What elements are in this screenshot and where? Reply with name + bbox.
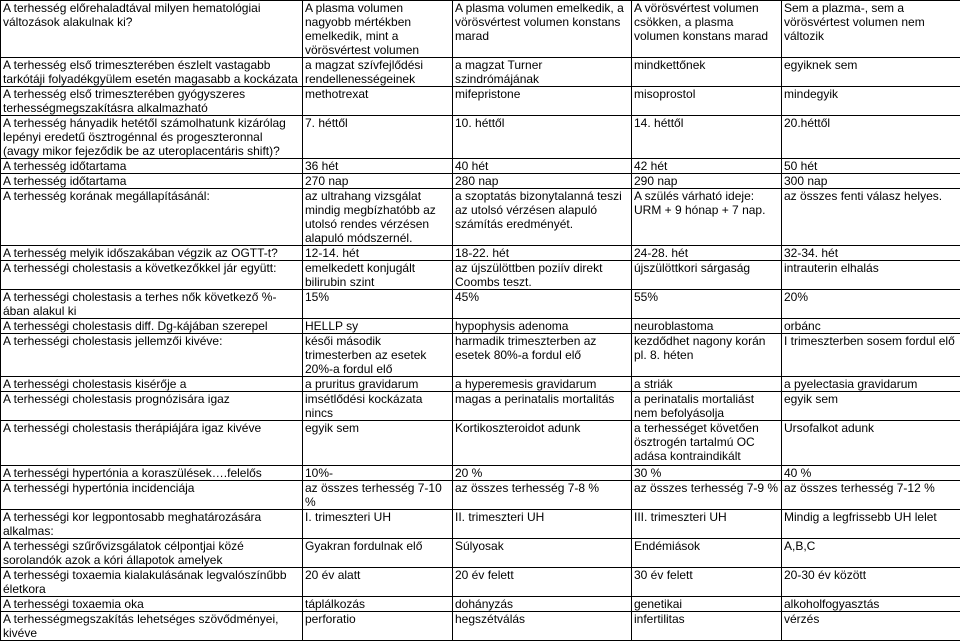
- question-cell: A terhességi cholestasis therápiájára igaz kivéve: [1, 421, 303, 466]
- question-cell: A terhességi kor legpontosabb meghatározására alkalmas:: [1, 510, 303, 539]
- answer-cell-b: magas a perinatalis mortalitás: [453, 392, 632, 421]
- answer-cell-a: az ultrahang vizsgálat mindig megbízhatóbb az utolsó rendes vérzésen alapuló módszernél.: [303, 189, 453, 246]
- answer-cell-d: mindegyik: [782, 87, 960, 116]
- answer-cell-a: táplálkozás: [303, 597, 453, 612]
- answer-cell-d: 32-34. hét: [782, 246, 960, 261]
- answer-cell-a: methotrexat: [303, 87, 453, 116]
- answer-cell-a: emelkedett konjugált bilirubin szint: [303, 261, 453, 290]
- answer-cell-d: 20%: [782, 290, 960, 319]
- table-row: [1, 392, 960, 421]
- answer-cell-c: 30 év felett: [632, 568, 782, 597]
- question-cell: A terhességi hypertónia incidenciája: [1, 481, 303, 510]
- question-cell: A terhesség hányadik hetétől számolhatunk kizárólag lepényi eredetű ösztrogénnal és progeszteronnal (avagy mikor fejeződik be az uteroplacentáris shift)?: [1, 116, 303, 159]
- answer-cell-b: II. trimeszteri UH: [453, 510, 632, 539]
- answer-cell-d: a pyelectasia gravidarum: [782, 377, 960, 392]
- answer-cell-c: infertilitas: [632, 612, 782, 641]
- answer-cell-b: dohányzás: [453, 597, 632, 612]
- question-cell: A terhességi toxaemia oka: [1, 597, 303, 612]
- answer-cell-b: Kortikoszteroidot adunk: [453, 421, 632, 466]
- table-row: [1, 261, 960, 290]
- answer-cell-d: 300 nap: [782, 174, 960, 189]
- answer-cell-d: 20.héttől: [782, 116, 960, 159]
- answer-cell-b: Súlyosak: [453, 539, 632, 568]
- answer-cell-d: Mindig a legfrissebb UH lelet: [782, 510, 960, 539]
- answer-cell-c: 55%: [632, 290, 782, 319]
- answer-cell-a: 20 év alatt: [303, 568, 453, 597]
- answer-cell-a: a pruritus gravidarum: [303, 377, 453, 392]
- question-cell: A terhesség melyik időszakában végzik az OGTT-t?: [1, 246, 303, 261]
- answer-cell-c: mindkettőnek: [632, 58, 782, 87]
- answer-cell-d: egyiknek sem: [782, 58, 960, 87]
- answer-cell-b: 10. héttől: [453, 116, 632, 159]
- question-cell: A terhességi cholestasis a terhes nők következő %-ában alakul ki: [1, 290, 303, 319]
- answer-cell-d: 40 %: [782, 466, 960, 481]
- question-cell: A terhesség első trimeszterében gyógyszeres terhességmegszakításra alkalmazható: [1, 87, 303, 116]
- answer-cell-a: 270 nap: [303, 174, 453, 189]
- answer-cell-d: egyik sem: [782, 392, 960, 421]
- answer-cell-b: a magzat Turner szindrómájának: [453, 58, 632, 87]
- answer-cell-d: Sem a plazma-, sem a vörösvértest volumen nem változik: [782, 1, 960, 58]
- answer-cell-c: újszülöttkori sárgaság: [632, 261, 782, 290]
- answer-cell-b: A plasma volumen emelkedik, a vörösvértest volumen konstans marad: [453, 1, 632, 58]
- answer-cell-c: a perinatalis mortaliást nem befolyásolja: [632, 392, 782, 421]
- answer-cell-b: hegszétválás: [453, 612, 632, 641]
- answer-cell-b: 40 hét: [453, 159, 632, 174]
- answer-cell-a: Gyakran fordulnak elő: [303, 539, 453, 568]
- answer-cell-c: a terhességet követően ösztrogén tartalmú OC adása kontraindikált: [632, 421, 782, 466]
- answer-cell-a: késői második trimesterben az esetek 20%-a fordul elő: [303, 334, 453, 377]
- answer-cell-c: III. trimeszteri UH: [632, 510, 782, 539]
- answer-cell-c: a striák: [632, 377, 782, 392]
- answer-cell-c: 24-28. hét: [632, 246, 782, 261]
- question-cell: A terhességi cholestasis prognózisára igaz: [1, 392, 303, 421]
- answer-cell-d: I trimeszterben sosem fordul elő: [782, 334, 960, 377]
- answer-cell-d: alkoholfogyasztás: [782, 597, 960, 612]
- table-row: [1, 1, 960, 58]
- question-cell: A terhességi cholestasis a következőkkel jár együtt:: [1, 261, 303, 290]
- answer-cell-b: a szoptatás bizonytalanná teszi az utolsó vérzésen alapuló számítás eredményét.: [453, 189, 632, 246]
- answer-cell-a: a magzat szívfejlődési rendellenességeinek: [303, 58, 453, 87]
- table-row: [1, 377, 960, 392]
- answer-cell-c: A vörösvértest volumen csökken, a plasma volumen konstans marad: [632, 1, 782, 58]
- answer-cell-b: hypophysis adenoma: [453, 319, 632, 334]
- answer-cell-c: A szülés várható ideje: URM + 9 hónap + 7 nap.: [632, 189, 782, 246]
- answer-cell-b: 18-22. hét: [453, 246, 632, 261]
- answer-cell-b: a hyperemesis gravidarum: [453, 377, 632, 392]
- table-row: [1, 481, 960, 510]
- table-row: [1, 539, 960, 568]
- answer-cell-d: vérzés: [782, 612, 960, 641]
- table-row: [1, 466, 960, 481]
- answer-cell-a: az összes terhesség 7-10 %: [303, 481, 453, 510]
- answer-cell-c: 30 %: [632, 466, 782, 481]
- question-cell: A terhesség időtartama: [1, 159, 303, 174]
- answer-cell-a: 36 hét: [303, 159, 453, 174]
- answer-cell-c: 42 hét: [632, 159, 782, 174]
- table-row: [1, 290, 960, 319]
- question-cell: A terhességi toxaemia kialakulásának legvalószínűbb életkora: [1, 568, 303, 597]
- answer-cell-d: intrauterin elhalás: [782, 261, 960, 290]
- answer-cell-a: egyik sem: [303, 421, 453, 466]
- answer-cell-b: 20 év felett: [453, 568, 632, 597]
- table-row: [1, 246, 960, 261]
- answer-cell-c: Endémiások: [632, 539, 782, 568]
- table-row: [1, 510, 960, 539]
- answer-cell-d: orbánc: [782, 319, 960, 334]
- answer-cell-a: I. trimeszteri UH: [303, 510, 453, 539]
- table-row: [1, 568, 960, 597]
- question-cell: A terhesség előrehaladtával milyen hematológiai változások alakulnak ki?: [1, 1, 303, 58]
- answer-cell-b: az újszülöttben poziív direkt Coombs teszt.: [453, 261, 632, 290]
- answer-cell-c: kezdődhet nagony korán pl. 8. héten: [632, 334, 782, 377]
- answer-cell-c: misoprostol: [632, 87, 782, 116]
- answer-cell-a: 7. héttől: [303, 116, 453, 159]
- answer-cell-b: mifepristone: [453, 87, 632, 116]
- question-cell: A terhességi cholestasis kisérője a: [1, 377, 303, 392]
- question-cell: A terhesség korának megállapításánál:: [1, 189, 303, 246]
- answer-cell-d: 20-30 év között: [782, 568, 960, 597]
- answer-cell-b: 20 %: [453, 466, 632, 481]
- table-row: [1, 87, 960, 116]
- table-row: [1, 189, 960, 246]
- question-cell: A terhességi cholestasis jellemzői kivéve:: [1, 334, 303, 377]
- answer-cell-b: az összes terhesség 7-8 %: [453, 481, 632, 510]
- table-row: [1, 174, 960, 189]
- table-row: [1, 597, 960, 612]
- question-cell: A terhességi hypertónia a koraszülések….felelős: [1, 466, 303, 481]
- answer-cell-a: 15%: [303, 290, 453, 319]
- answer-cell-b: harmadik trimeszterben az esetek 80%-a fordul elő: [453, 334, 632, 377]
- table-row: [1, 58, 960, 87]
- question-cell: A terhesség időtartama: [1, 174, 303, 189]
- answer-cell-c: genetikai: [632, 597, 782, 612]
- answer-cell-a: imsétlődési kockázata nincs: [303, 392, 453, 421]
- answer-cell-b: 45%: [453, 290, 632, 319]
- question-cell: A terhességmegszakítás lehetséges szövődményei, kivéve: [1, 612, 303, 641]
- table-row: [1, 334, 960, 377]
- answer-cell-c: az összes terhesség 7-9 %: [632, 481, 782, 510]
- answer-cell-c: 290 nap: [632, 174, 782, 189]
- table-row: [1, 612, 960, 641]
- answer-cell-b: 280 nap: [453, 174, 632, 189]
- answer-cell-d: az összes terhesség 7-12 %: [782, 481, 960, 510]
- answer-cell-d: 50 hét: [782, 159, 960, 174]
- answer-cell-a: 12-14. hét: [303, 246, 453, 261]
- table-row: [1, 159, 960, 174]
- answer-cell-c: 14. héttől: [632, 116, 782, 159]
- answer-cell-a: perforatio: [303, 612, 453, 641]
- table-row: [1, 319, 960, 334]
- table-row: [1, 116, 960, 159]
- question-cell: A terhességi szűrővizsgálatok célpontjai közé sorolandók azok a kóri állapotok amelyek: [1, 539, 303, 568]
- answer-cell-a: A plasma volumen nagyobb mértékben emelkedik, mint a vörösvértest volumen: [303, 1, 453, 58]
- answer-cell-a: 10%-: [303, 466, 453, 481]
- answer-cell-d: Ursofalkot adunk: [782, 421, 960, 466]
- table-row: [1, 421, 960, 466]
- question-cell: A terhességi cholestasis diff. Dg-kájában szerepel: [1, 319, 303, 334]
- question-cell: A terhesség első trimeszterében észlelt vastagabb tarkótáji folyadékgyülem esetén magasabb a kockázata: [1, 58, 303, 87]
- answer-cell-a: HELLP sy: [303, 319, 453, 334]
- answer-cell-d: A,B,C: [782, 539, 960, 568]
- answer-cell-d: az összes fenti válasz helyes.: [782, 189, 960, 246]
- question-table-body: [1, 1, 960, 641]
- answer-cell-c: neuroblastoma: [632, 319, 782, 334]
